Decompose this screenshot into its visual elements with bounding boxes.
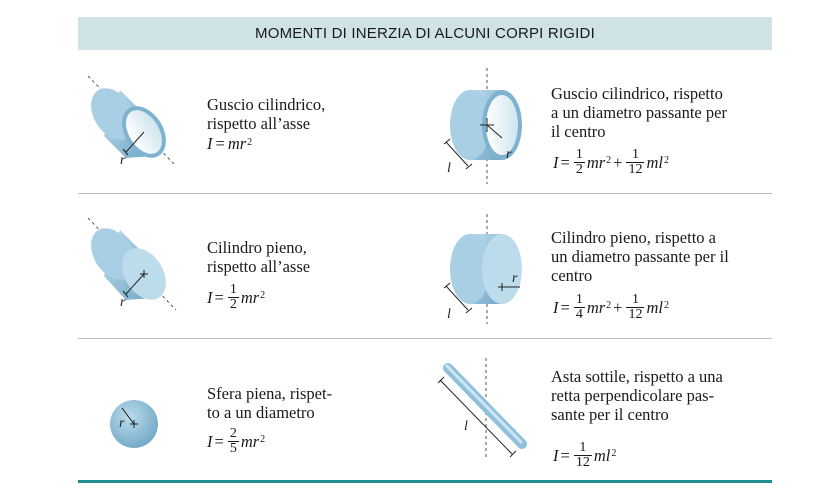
row-divider-2 (78, 338, 772, 339)
solid-cylinder-diameter-figure (440, 212, 540, 327)
inertia-formula: I = mr $^2$ (207, 134, 253, 153)
cylindrical-shell-axis-figure (82, 70, 182, 180)
length-label: l (464, 419, 468, 434)
inertia-formula: I = $\frac{1}{4}$ mr $^2$ + $\frac{1}{12}$ ml $^2$ (553, 292, 669, 322)
item-description: Cilindro pieno, rispetto all’asse (207, 238, 311, 276)
radius-label: r (120, 153, 126, 168)
item-description: Asta sottile, rispetto a una retta perpendicolare pas- sante per il centro (551, 367, 723, 424)
thin-rod-figure (432, 354, 537, 464)
solid-cylinder-axis-figure (82, 212, 182, 322)
radius-label: r (119, 416, 125, 431)
item-description: Sfera piena, rispet- to a un diametro (207, 384, 333, 422)
table-title: MOMENTI DI INERZIA DI ALCUNI CORPI RIGIDI (255, 25, 595, 42)
inertia-formula: I = $\frac{1}{12}$ ml $^2$ (553, 440, 617, 470)
radius-label: r (506, 147, 512, 162)
radius-label: r (120, 295, 126, 310)
cylindrical-shell-diameter-figure (440, 66, 540, 186)
length-label: l (447, 161, 451, 176)
inertia-formula: I = $\frac{2}{5}$ mr $^2$ (207, 426, 266, 456)
bottom-rule (78, 480, 772, 483)
radius-label: r (512, 271, 518, 286)
solid-sphere-figure (104, 394, 164, 454)
length-label: l (447, 307, 451, 322)
row-divider-1 (78, 193, 772, 194)
item-description: Guscio cilindrico, rispetto all’asse (207, 95, 326, 133)
table-header (78, 17, 772, 50)
inertia-formula: I = $\frac{1}{2}$ mr $^2$ (207, 282, 266, 312)
item-description: Cilindro pieno, rispetto a un diametro passante per il centro (551, 228, 729, 285)
inertia-formula: I = $\frac{1}{2}$ mr $^2$ + $\frac{1}{12}$ ml $^2$ (553, 147, 669, 177)
item-description: Guscio cilindrico, rispetto a un diametro passante per il centro (551, 84, 727, 141)
